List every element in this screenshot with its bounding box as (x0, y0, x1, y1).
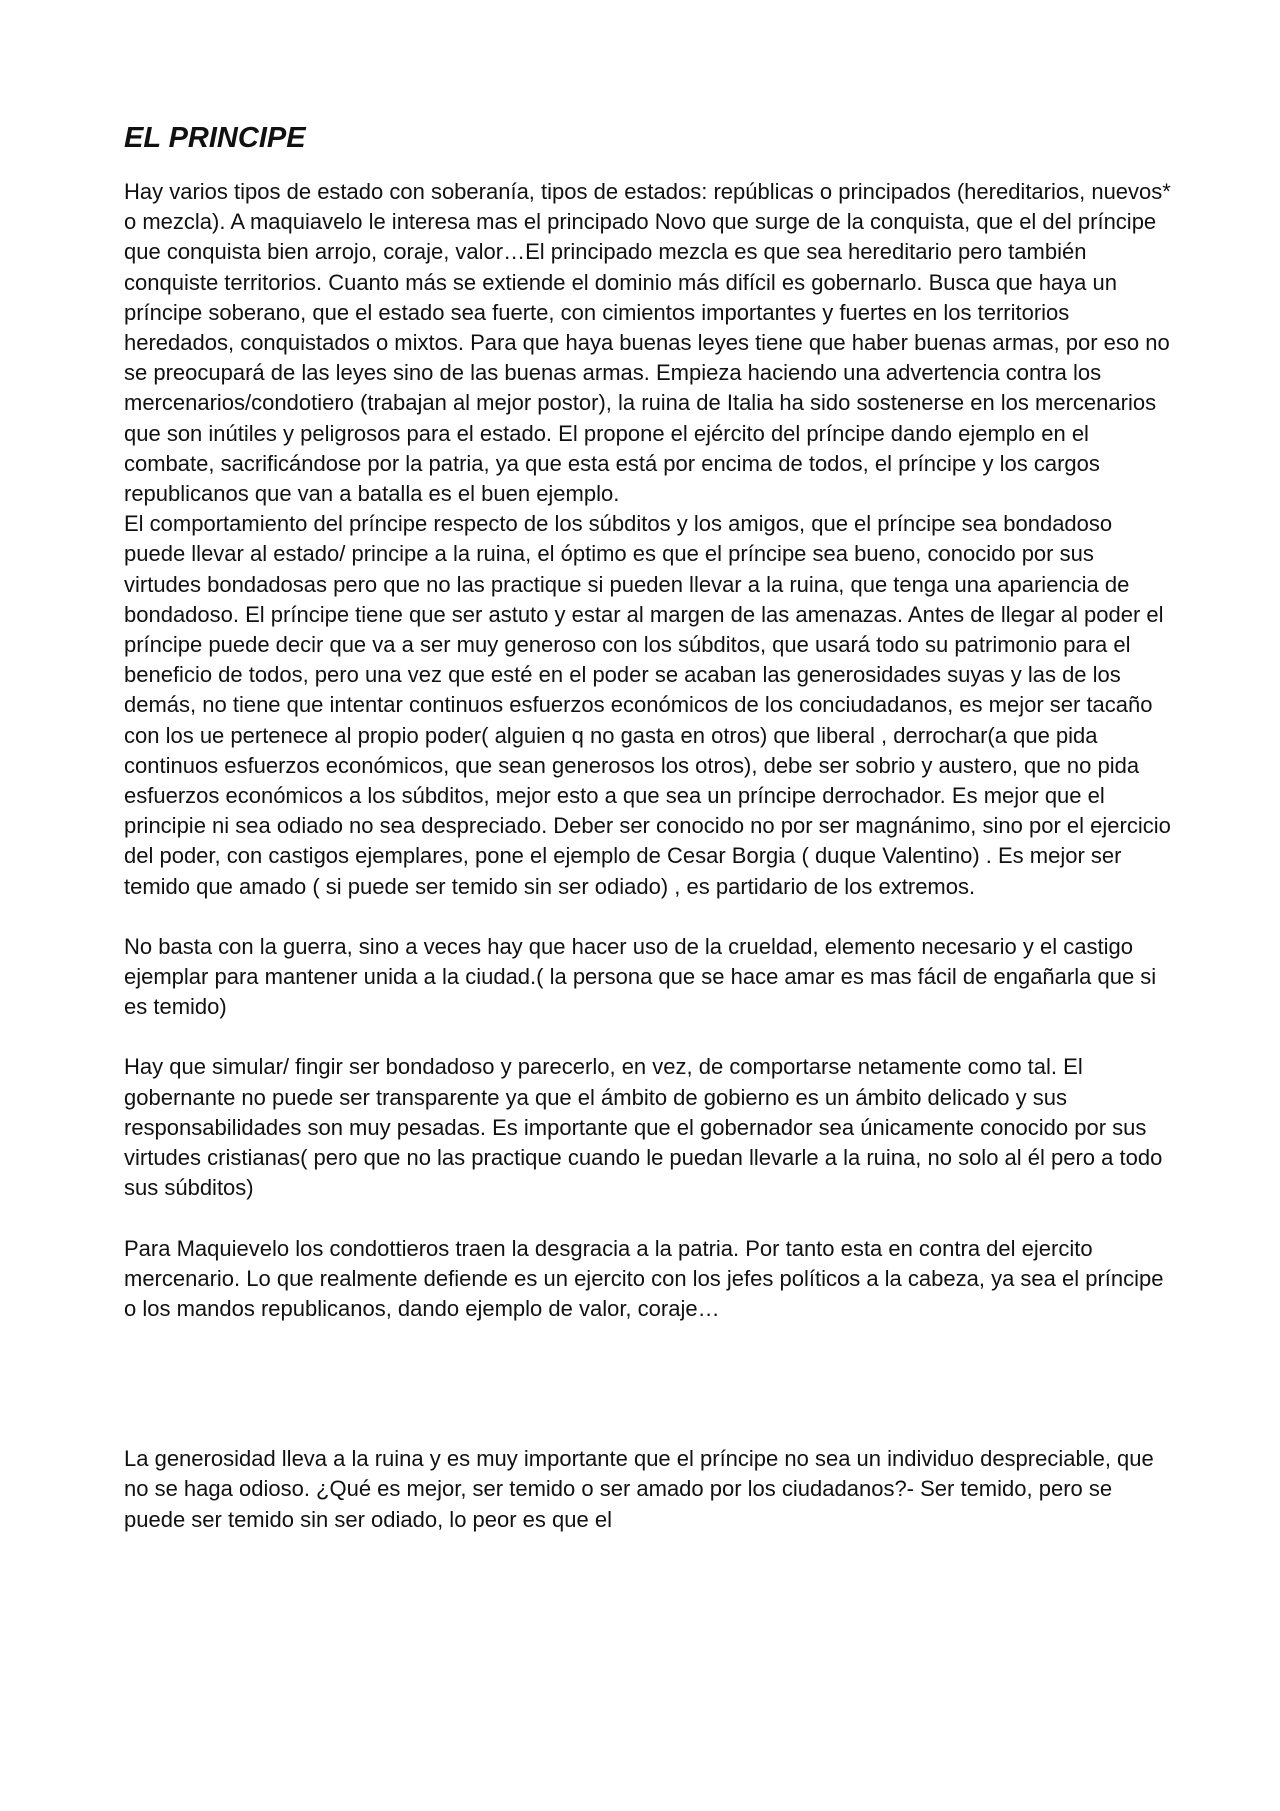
document-title: EL PRINCIPE (124, 122, 306, 154)
section-spacer (124, 1324, 1174, 1444)
paragraph-condottieros: Para Maquievelo los condottieros traen la desgracia a la patria. Por tanto esta en contra del ejercito mercenario. Lo que realmente defiende es un ejercito con los jefes políticos a la cabeza, ya sea el príncipe o los mandos republicanos, dando ejemplo de valor, coraje… (124, 1235, 1164, 1321)
paragraph-spacer (124, 1204, 1174, 1234)
paragraph-generosidad: La generosidad lleva a la ruina y es muy importante que el príncipe no sea un individuo despreciable, que no se haga odioso. ¿Qué es mejor, ser temido o ser amado por los ciudadanos?- Ser temido, pero se puede ser temido sin ser odiado, lo peor es que el (124, 1446, 1154, 1532)
paragraph-comportamiento: El comportamiento del príncipe respecto de los súbditos y los amigos, que el príncipe sea bondadoso puede llevar al estado/ principe a la ruina, el óptimo es que el príncipe sea bueno, conocido por sus virtudes bondadosas pero que no las practique si pueden llevar a la ruina, que tenga una apariencia de bondadoso. El príncipe tiene que ser astuto y estar al margen de las amenazas. Antes de llegar al poder el príncipe puede decir que va a ser muy generoso con los súbditos, que usará todo su patrimonio para el beneficio de todos, pero una vez que esté en el poder se acaban las generosidades suyas y las de los demás, no tiene que intentar continuos esfuerzos económicos de los conciudadanos, es mejor ser tacaño con los ue pertenece al propio poder( alguien q no gasta en otros) que liberal , derrochar(a que pida continuos esfuerzos económicos, que sean generosos los otros), debe ser sobrio y austero, que no pida esfuerzos económicos a los súbditos, mejor esto a que sea un príncipe derrochador. Es mejor que el principie ni sea odiado no sea despreciado. Deber ser conocido no por ser magnánimo, sino por el ejercicio del poder, con castigos ejemplares, pone el ejemplo de Cesar Borgia ( duque Valentino) . Es mejor ser temido que amado ( si puede ser temido sin ser odiado) , es partidario de los extremos. (124, 511, 1171, 899)
document-body (124, 118, 1174, 1535)
paragraph-spacer (124, 1022, 1174, 1052)
paragraph-spacer (124, 902, 1174, 932)
paragraph-estados: Hay varios tipos de estado con soberanía, tipos de estados: repúblicas o principados (hereditarios, nuevos* o mezcla). A maquiavelo le interesa mas el principado Novo que surge de la conquista, que el del príncipe que conquista bien arrojo, coraje, valor…El principado mezcla es que sea hereditario pero también conquiste territorios. Cuanto más se extiende el dominio más difícil es gobernarlo. Busca que haya un príncipe soberano, que el estado sea fuerte, con cimientos importantes y fuertes en los territorios heredados, conquistados o mixtos. Para que haya buenas leyes tiene que haber buenas armas, por eso no se preocupará de las leyes sino de las buenas armas. Empieza haciendo una advertencia contra los mercenarios/condotiero (trabajan al mejor postor), la ruina de Italia ha sido sostenerse en los mercenarios que son inútiles y peligrosos para el estado. El propone el ejército del príncipe dando ejemplo en el combate, sacrificándose por la patria, ya que esta está por encima de todos, el príncipe y los cargos republicanos que van a batalla es el buen ejemplo. (124, 179, 1171, 507)
paragraph-crueldad: No basta con la guerra, sino a veces hay que hacer uso de la crueldad, elemento necesario y el castigo ejemplar para mantener unida a la ciudad.( la persona que se hace amar es mas fácil de engañarla que si es temido) (124, 933, 1157, 1020)
paragraph-simular: Hay que simular/ fingir ser bondadoso y parecerlo, en vez, de comportarse netamente como tal. El gobernante no puede ser transparente ya que el ámbito de gobierno es un ámbito delicado y sus responsabilidades son muy pesadas. Es importante que el gobernador sea únicamente conocido por sus virtudes cristianas( pero que no las practique cuando le puedan llevarle a la ruina, no solo al él pero a todo sus súbditos) (124, 1054, 1163, 1201)
